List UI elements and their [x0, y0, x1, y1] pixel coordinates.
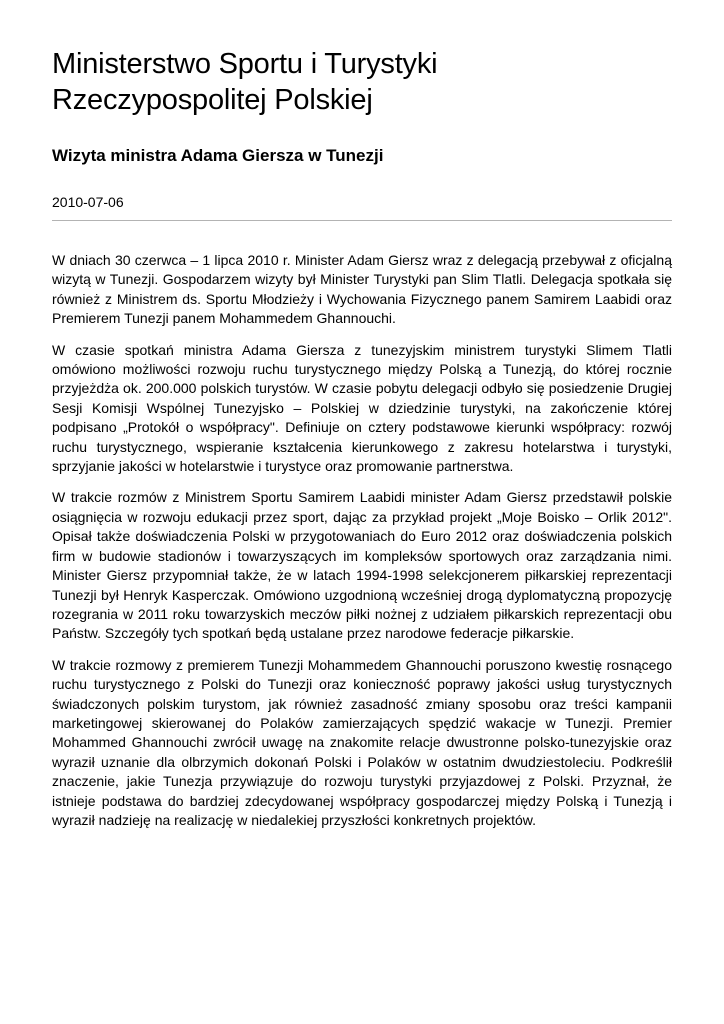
article-title: Wizyta ministra Adama Giersza w Tunezji: [52, 146, 384, 165]
document-page: [52, 46, 672, 842]
article-paragraph: W trakcie rozmów z Ministrem Sportu Samirem Laabidi minister Adam Giersz przedstawił polskie osiągnięcia w rozwoju edukacji przez sport, dając za przykład projekt „Moje Boisko – Orlik 2012". Opisał także doświadczenia Polski w przygotowaniach do Euro 2012 oraz doświadczenia polskich firm w budowie stadionów i towarzyszących im kompleksów sportowych oraz zarządzania nimi. Minister Giersz przypomniał także, że w latach 1994-1998 selekcjonerem piłkarskiej reprezentacji Tunezji był Henryk Kasperczak. Omówiono uzgodnioną wcześniej drogą dyplomatyczną propozycję rozegrania w 2011 roku towarzyskich meczów piłki nożnej z udziałem piłkarskich reprezentacji obu Państw. Szczegóły tych spotkań będą ustalane przez narodowe federacje piłkarskie.: [52, 489, 672, 642]
article-paragraph: W trakcie rozmowy z premierem Tunezji Mohammedem Ghannouchi poruszono kwestię rosnącego ruchu turystycznego z Polski do Tunezji oraz konieczność poprawy jakości usług turystycznych świadczonych polskim turystom, jak również zasadność zmiany sposobu oraz treści kampanii marketingowej skierowanej do Polaków zamierzających spędzić wakacje w Tunezji. Premier Mohammed Ghannouchi zwrócił uwagę na znakomite relacje dwustronne polsko-tunezyjskie oraz wyraził uznanie dla olbrzymich dokonań Polski i Polaków w ostatnim dwudziestoleciu. Podkreślił znaczenie, jakie Tunezja przywiązuje do rozwoju turystyki przyjazdowej z Polski. Przyznał, że istnieje podstawa do bardziej zdecydowanej współpracy gospodarczej między Polską i Tunezją i wyraził nadzieję na realizację w niedalekiej przyszłości konkretnych projektów.: [52, 656, 672, 828]
article-paragraph: W czasie spotkań ministra Adama Giersza z tunezyjskim ministrem turystyki Slimem Tlatli omówiono możliwości rozwoju ruchu turystycznego między Polską a Tunezją, do której rocznie przyjeżdża ok. 200.000 polskich turystów. W czasie pobytu delegacji odbyło się posiedzenie Drugiej Sesji Komisji Wspólnej Tunezyjsko – Polskiej w dziedzinie turystyki, na zakończenie której podpisano „Protokół o współpracy". Definiuje on cztery podstawowe kierunki współpracy: rozwój ruchu turystycznego, wspieranie kształcenia kierunkowego z zakresu hotelarstwa i turystyki, sprzyjanie jakości w hotelarstwie i turystyce oraz promowanie partnerstwa.: [52, 341, 672, 475]
site-title-line-1: Ministerstwo Sportu i Turystyki: [52, 48, 438, 80]
site-title: [52, 46, 672, 118]
divider: [52, 220, 672, 221]
article-body: [52, 251, 672, 830]
article-date: 2010-07-06: [52, 194, 124, 210]
site-title-line-2: Rzeczypospolitej Polskiej: [52, 84, 373, 116]
article-paragraph: W dniach 30 czerwca – 1 lipca 2010 r. Minister Adam Giersz wraz z delegacją przebywał z oficjalną wizytą w Tunezji. Gospodarzem wizyty był Minister Turystyki pan Slim Tlatli. Delegacja spotkała się również z Ministrem ds. Sportu Młodzieży i Wychowania Fizycznego panem Samirem Laabidi oraz Premierem Tunezji panem Mohammedem Ghannouchi.: [52, 252, 672, 327]
